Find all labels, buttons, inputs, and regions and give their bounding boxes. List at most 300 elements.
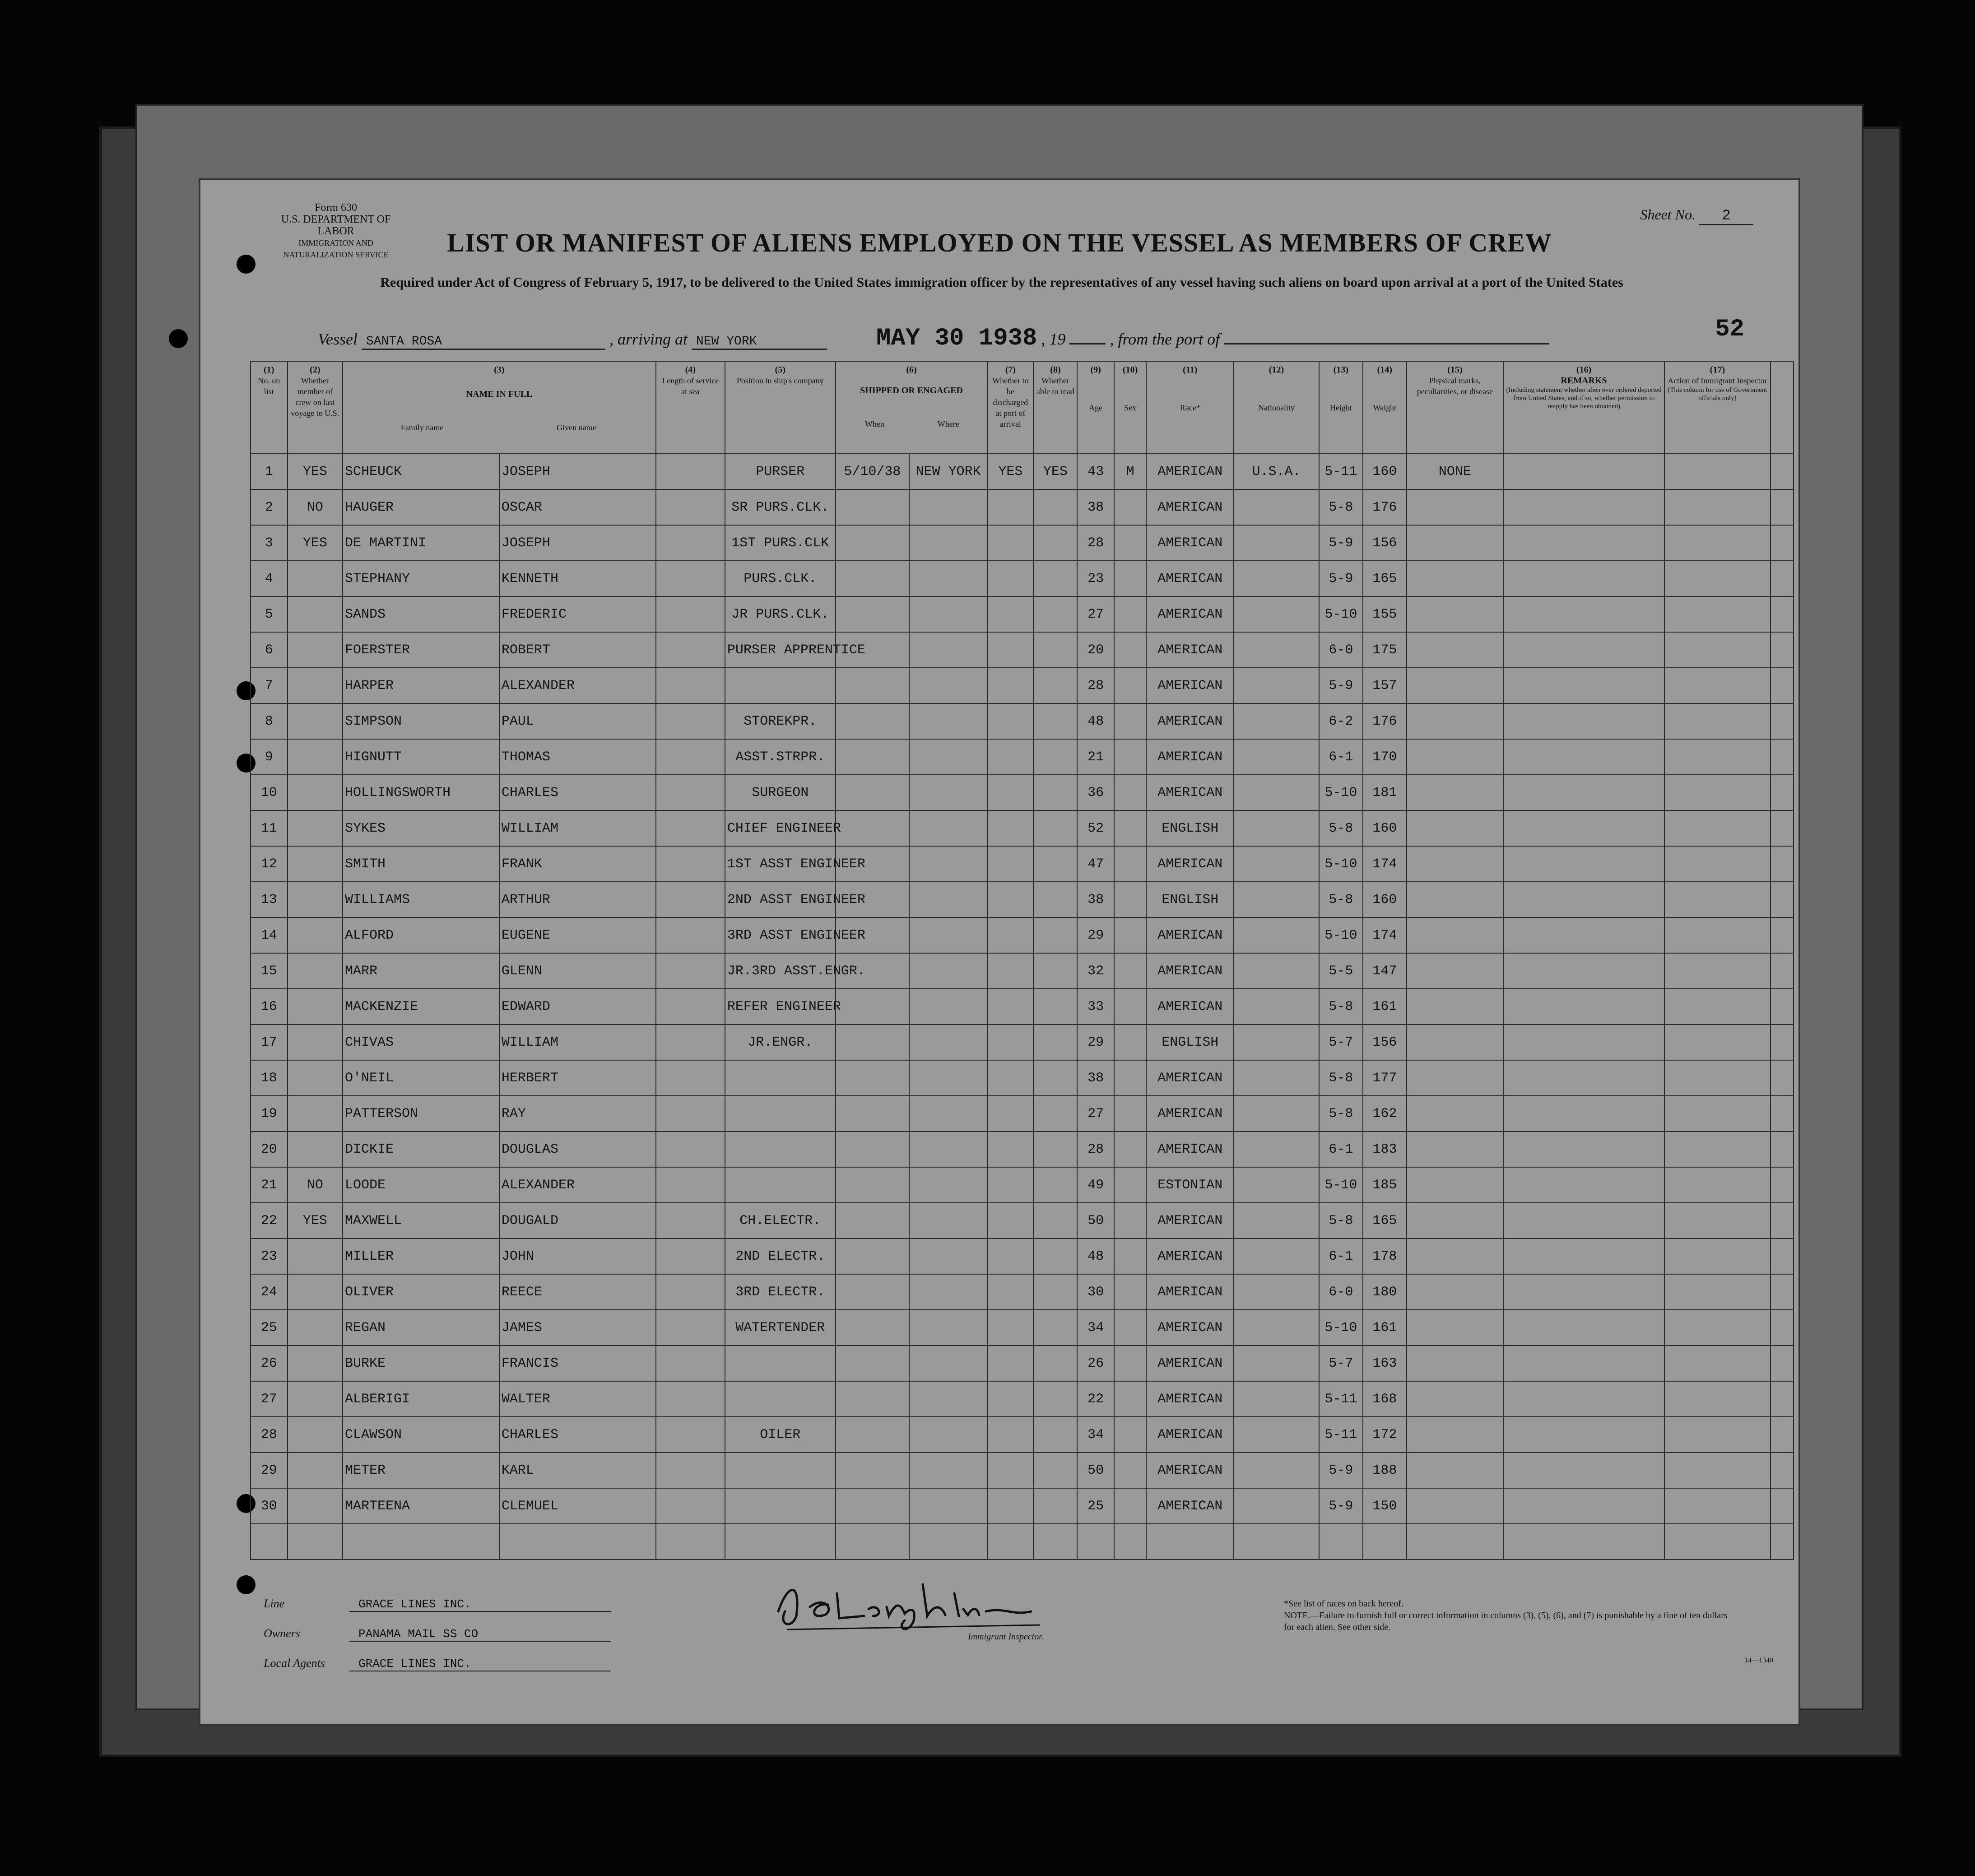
cell-row-number: 22 [251, 1203, 288, 1238]
cell-blank [1771, 1131, 1794, 1167]
cell-shipped-where [909, 1203, 987, 1238]
cell-length-of-service [656, 561, 725, 596]
cell-weight: 176 [1363, 703, 1407, 739]
header-read: (8) Whether able to read [1033, 361, 1077, 454]
table-row [251, 810, 1794, 846]
cell-to-be-discharged [987, 703, 1033, 739]
cell-physical-marks [1407, 775, 1503, 810]
cell-remarks [1503, 489, 1664, 525]
cell-last-voyage [288, 989, 343, 1024]
cell-family-name: WILLIAMS [343, 882, 499, 917]
cell-family-name: FOERSTER [343, 632, 499, 668]
cell-given-name: JAMES [499, 1310, 656, 1345]
cell-length-of-service [656, 632, 725, 668]
cell-shipped-where [909, 1024, 987, 1060]
arriving-port: NEW YORK [692, 335, 827, 350]
cell-height: 6-1 [1319, 1131, 1363, 1167]
header-family-name: Family name [400, 423, 444, 432]
cell-empty [1503, 1524, 1664, 1559]
cell-weight: 162 [1363, 1096, 1407, 1131]
cell-nationality [1234, 1131, 1319, 1167]
cell-height: 5-11 [1319, 454, 1363, 489]
cell-sex: M [1114, 454, 1146, 489]
cell-given-name: ALEXANDER [499, 668, 656, 703]
cell-race: AMERICAN [1146, 1345, 1234, 1381]
cell-sex [1114, 1345, 1146, 1381]
cell-shipped-when [836, 1310, 909, 1345]
cell-race: AMERICAN [1146, 489, 1234, 525]
cell-given-name: EUGENE [499, 917, 656, 953]
cell-inspector-action [1664, 454, 1771, 489]
cell-inspector-action [1664, 1096, 1771, 1131]
cell-position: ASST.STRPR. [725, 739, 836, 775]
cell-given-name: JOHN [499, 1238, 656, 1274]
cell-remarks [1503, 1096, 1664, 1131]
vessel-label: Vessel [318, 330, 358, 348]
cell-position: CH.ELECTR. [725, 1203, 836, 1238]
cell-able-to-read [1033, 668, 1077, 703]
cell-position [725, 1167, 836, 1203]
cell-height: 5-8 [1319, 1096, 1363, 1131]
cell-empty [1771, 1524, 1794, 1559]
cell-physical-marks: NONE [1407, 454, 1503, 489]
cell-inspector-action [1664, 775, 1771, 810]
cell-nationality [1234, 1488, 1319, 1524]
cell-to-be-discharged: YES [987, 454, 1033, 489]
cell-physical-marks [1407, 953, 1503, 989]
cell-last-voyage: YES [288, 454, 343, 489]
cell-remarks [1503, 989, 1664, 1024]
cell-age: 29 [1077, 1024, 1114, 1060]
penalty-note: NOTE.—Failure to furnish full or correct information in columns (3), (5), (6), and (7) is punishable by a fine of ten dollars for each alien. See other side. [1284, 1611, 1728, 1632]
cell-shipped-where [909, 1488, 987, 1524]
cell-to-be-discharged [987, 989, 1033, 1024]
cell-to-be-discharged [987, 525, 1033, 561]
cell-physical-marks [1407, 1131, 1503, 1167]
cell-height: 5-8 [1319, 810, 1363, 846]
cell-height: 5-5 [1319, 953, 1363, 989]
cell-empty [909, 1524, 987, 1559]
cell-physical-marks [1407, 596, 1503, 632]
cell-nationality [1234, 1096, 1319, 1131]
cell-last-voyage [288, 739, 343, 775]
cell-given-name: PAUL [499, 703, 656, 739]
races-note: *See list of races on back hereof. [1284, 1599, 1403, 1609]
cell-position [725, 1452, 836, 1488]
cell-age: 32 [1077, 953, 1114, 989]
cell-given-name: JOSEPH [499, 454, 656, 489]
cell-to-be-discharged [987, 1238, 1033, 1274]
cell-sex [1114, 882, 1146, 917]
cell-last-voyage [288, 1274, 343, 1310]
cell-age: 49 [1077, 1167, 1114, 1203]
cell-sex [1114, 1488, 1146, 1524]
cell-shipped-where [909, 668, 987, 703]
cell-empty [1146, 1524, 1234, 1559]
cell-position: OILER [725, 1417, 836, 1452]
cell-nationality [1234, 489, 1319, 525]
header-weight: (14) Weight [1363, 361, 1407, 454]
cell-able-to-read [1033, 1488, 1077, 1524]
cell-position: STOREKPR. [725, 703, 836, 739]
cell-family-name: PATTERSON [343, 1096, 499, 1131]
cell-given-name: KENNETH [499, 561, 656, 596]
table-row [251, 917, 1794, 953]
cell-row-number: 6 [251, 632, 288, 668]
cell-position [725, 1345, 836, 1381]
cell-blank [1771, 561, 1794, 596]
cell-empty [251, 1524, 288, 1559]
table-row [251, 1381, 1794, 1417]
cell-shipped-when [836, 1274, 909, 1310]
cell-row-number: 24 [251, 1274, 288, 1310]
cell-last-voyage [288, 846, 343, 882]
cell-able-to-read [1033, 739, 1077, 775]
cell-nationality [1234, 1310, 1319, 1345]
cell-inspector-action [1664, 596, 1771, 632]
crew-table [250, 361, 1794, 1560]
cell-nationality [1234, 1452, 1319, 1488]
cell-row-number: 11 [251, 810, 288, 846]
cell-weight: 188 [1363, 1452, 1407, 1488]
cell-position: REFER ENGINEER [725, 989, 836, 1024]
cell-position: CHIEF ENGINEER [725, 810, 836, 846]
cell-shipped-where [909, 1274, 987, 1310]
cell-blank [1771, 953, 1794, 989]
cell-family-name: MILLER [343, 1238, 499, 1274]
cell-race: ENGLISH [1146, 882, 1234, 917]
cell-row-number: 14 [251, 917, 288, 953]
cell-family-name: OLIVER [343, 1274, 499, 1310]
cell-given-name: RAY [499, 1096, 656, 1131]
cell-row-number: 2 [251, 489, 288, 525]
cell-age: 48 [1077, 1238, 1114, 1274]
punch-hole [169, 329, 188, 348]
cell-race: AMERICAN [1146, 1238, 1234, 1274]
cell-able-to-read [1033, 596, 1077, 632]
cell-given-name: EDWARD [499, 989, 656, 1024]
cell-row-number: 18 [251, 1060, 288, 1096]
punch-hole [237, 1575, 256, 1594]
cell-row-number: 17 [251, 1024, 288, 1060]
cell-last-voyage: YES [288, 1203, 343, 1238]
cell-empty [1319, 1524, 1363, 1559]
cell-length-of-service [656, 1238, 725, 1274]
cell-family-name: REGAN [343, 1310, 499, 1345]
cell-weight: 161 [1363, 1310, 1407, 1345]
cell-height: 6-0 [1319, 632, 1363, 668]
cell-empty [836, 1524, 909, 1559]
header-physical-marks: (15) Physical marks, peculiarities, or disease [1407, 361, 1503, 454]
cell-inspector-action [1664, 1452, 1771, 1488]
owners-value: PANAMA MAIL SS CO [349, 1627, 611, 1642]
cell-able-to-read [1033, 846, 1077, 882]
cell-given-name: OSCAR [499, 489, 656, 525]
cell-row-number: 19 [251, 1096, 288, 1131]
cell-blank [1771, 775, 1794, 810]
cell-length-of-service [656, 1060, 725, 1096]
cell-physical-marks [1407, 1167, 1503, 1203]
cell-inspector-action [1664, 882, 1771, 917]
cell-race: AMERICAN [1146, 739, 1234, 775]
cell-height: 5-9 [1319, 561, 1363, 596]
cell-empty [1033, 1524, 1077, 1559]
header-length-service: (4) Length of service at sea [656, 361, 725, 454]
cell-last-voyage [288, 703, 343, 739]
cell-inspector-action [1664, 1345, 1771, 1381]
cell-row-number: 1 [251, 454, 288, 489]
cell-able-to-read [1033, 989, 1077, 1024]
cell-race: AMERICAN [1146, 1274, 1234, 1310]
cell-shipped-where [909, 1238, 987, 1274]
cell-position: PURSER [725, 454, 836, 489]
cell-sex [1114, 668, 1146, 703]
cell-nationality [1234, 882, 1319, 917]
cell-sex [1114, 561, 1146, 596]
header-remarks: (16) REMARKS (Including statement whether alien ever ordered deported from United States, and if so, whether permission to reapply has been obtained) [1503, 361, 1664, 454]
cell-remarks [1503, 1345, 1664, 1381]
cell-nationality: U.S.A. [1234, 454, 1319, 489]
cell-blank [1771, 1417, 1794, 1452]
cell-able-to-read [1033, 703, 1077, 739]
line-value: GRACE LINES INC. [349, 1597, 611, 1612]
cell-sex [1114, 1238, 1146, 1274]
cell-row-number: 28 [251, 1417, 288, 1452]
cell-physical-marks [1407, 1024, 1503, 1060]
cell-race: AMERICAN [1146, 846, 1234, 882]
cell-remarks [1503, 1488, 1664, 1524]
cell-last-voyage [288, 1131, 343, 1167]
header-inspector-action: (17) Action of Immigrant Inspector (This column for use of Government officials only) [1664, 361, 1771, 454]
cell-inspector-action [1664, 953, 1771, 989]
cell-height: 5-11 [1319, 1381, 1363, 1417]
cell-age: 38 [1077, 1060, 1114, 1096]
cell-inspector-action [1664, 846, 1771, 882]
cell-last-voyage [288, 1024, 343, 1060]
cell-weight: 174 [1363, 917, 1407, 953]
inspector-label: Immigrant Inspector. [968, 1632, 1044, 1642]
cell-sex [1114, 489, 1146, 525]
department-name: U.S. DEPARTMENT OF LABOR [281, 214, 391, 237]
cell-to-be-discharged [987, 668, 1033, 703]
vessel-line [318, 325, 1762, 352]
cell-age: 36 [1077, 775, 1114, 810]
cell-length-of-service [656, 989, 725, 1024]
cell-given-name: ROBERT [499, 632, 656, 668]
cell-physical-marks [1407, 1381, 1503, 1417]
cell-nationality [1234, 846, 1319, 882]
table-row [251, 1131, 1794, 1167]
cell-height: 5-10 [1319, 917, 1363, 953]
cell-race: AMERICAN [1146, 1452, 1234, 1488]
cell-empty [288, 1524, 343, 1559]
cell-given-name: FREDERIC [499, 596, 656, 632]
sheet-number-value: 2 [1699, 207, 1753, 225]
cell-race: AMERICAN [1146, 1203, 1234, 1238]
cell-to-be-discharged [987, 1274, 1033, 1310]
cell-blank [1771, 596, 1794, 632]
from-port-field [1224, 343, 1549, 344]
cell-race: AMERICAN [1146, 1488, 1234, 1524]
header-position: (5) Position in ship's company [725, 361, 836, 454]
cell-row-number: 30 [251, 1488, 288, 1524]
cell-blank [1771, 703, 1794, 739]
cell-row-number: 5 [251, 596, 288, 632]
cell-length-of-service [656, 1452, 725, 1488]
cell-shipped-when [836, 1096, 909, 1131]
cell-weight: 176 [1363, 489, 1407, 525]
cell-physical-marks [1407, 703, 1503, 739]
cell-family-name: HARPER [343, 668, 499, 703]
cell-inspector-action [1664, 1274, 1771, 1310]
cell-position [725, 1131, 836, 1167]
cell-physical-marks [1407, 1417, 1503, 1452]
cell-sex [1114, 1274, 1146, 1310]
cell-shipped-where [909, 739, 987, 775]
cell-family-name: HOLLINGSWORTH [343, 775, 499, 810]
cell-age: 43 [1077, 454, 1114, 489]
cell-height: 5-8 [1319, 1203, 1363, 1238]
sheet-number [1640, 206, 1753, 225]
cell-given-name: WILLIAM [499, 1024, 656, 1060]
cell-height: 5-9 [1319, 668, 1363, 703]
cell-able-to-read [1033, 1131, 1077, 1167]
cell-sex [1114, 1131, 1146, 1167]
cell-remarks [1503, 917, 1664, 953]
cell-row-number: 29 [251, 1452, 288, 1488]
cell-race: AMERICAN [1146, 917, 1234, 953]
cell-race: AMERICAN [1146, 561, 1234, 596]
cell-row-number: 4 [251, 561, 288, 596]
cell-nationality [1234, 1167, 1319, 1203]
cell-age: 38 [1077, 882, 1114, 917]
cell-shipped-where [909, 561, 987, 596]
cell-race: AMERICAN [1146, 1310, 1234, 1345]
cell-remarks [1503, 882, 1664, 917]
cell-remarks [1503, 632, 1664, 668]
cell-family-name: SCHEUCK [343, 454, 499, 489]
cell-sex [1114, 1310, 1146, 1345]
cell-family-name: MACKENZIE [343, 989, 499, 1024]
cell-length-of-service [656, 1131, 725, 1167]
cell-to-be-discharged [987, 1167, 1033, 1203]
cell-height: 6-1 [1319, 739, 1363, 775]
cell-to-be-discharged [987, 1096, 1033, 1131]
cell-nationality [1234, 1203, 1319, 1238]
cell-family-name: ALFORD [343, 917, 499, 953]
cell-able-to-read [1033, 810, 1077, 846]
cell-family-name: DICKIE [343, 1131, 499, 1167]
cell-to-be-discharged [987, 882, 1033, 917]
cell-able-to-read [1033, 1060, 1077, 1096]
cell-family-name: O'NEIL [343, 1060, 499, 1096]
cell-to-be-discharged [987, 596, 1033, 632]
cell-able-to-read [1033, 632, 1077, 668]
cell-last-voyage: NO [288, 489, 343, 525]
cell-last-voyage [288, 882, 343, 917]
cell-length-of-service [656, 1024, 725, 1060]
cell-empty [1077, 1524, 1114, 1559]
cell-family-name: MAXWELL [343, 1203, 499, 1238]
cell-physical-marks [1407, 1238, 1503, 1274]
cell-shipped-where [909, 1310, 987, 1345]
cell-row-number: 23 [251, 1238, 288, 1274]
cell-given-name: WILLIAM [499, 810, 656, 846]
cell-nationality [1234, 810, 1319, 846]
cell-sex [1114, 596, 1146, 632]
header-age: (9) Age [1077, 361, 1114, 454]
cell-blank [1771, 846, 1794, 882]
table-row [251, 454, 1794, 489]
cell-remarks [1503, 775, 1664, 810]
cell-race: AMERICAN [1146, 454, 1234, 489]
cell-last-voyage [288, 775, 343, 810]
date-stamp: MAY 30 1938 [876, 325, 1037, 352]
table-row [251, 1024, 1794, 1060]
cell-race: AMERICAN [1146, 1381, 1234, 1417]
cell-shipped-where [909, 1096, 987, 1131]
cell-remarks [1503, 668, 1664, 703]
header-shipped: (6) SHIPPED OR ENGAGED When Where [836, 361, 988, 454]
cell-length-of-service [656, 1203, 725, 1238]
table-header-row [251, 361, 1794, 454]
cell-sex [1114, 703, 1146, 739]
cell-age: 48 [1077, 703, 1114, 739]
cell-to-be-discharged [987, 846, 1033, 882]
cell-blank [1771, 989, 1794, 1024]
cell-physical-marks [1407, 882, 1503, 917]
cell-sex [1114, 1096, 1146, 1131]
cell-last-voyage [288, 1488, 343, 1524]
header-given-name: Given name [557, 423, 596, 432]
sheet-number-label: Sheet No. [1640, 206, 1696, 223]
cell-remarks [1503, 1238, 1664, 1274]
inspector-signature [760, 1566, 1076, 1634]
cell-weight: 156 [1363, 1024, 1407, 1060]
cell-empty [1114, 1524, 1146, 1559]
cell-position [725, 1381, 836, 1417]
cell-family-name: ALBERIGI [343, 1381, 499, 1417]
cell-height: 6-0 [1319, 1274, 1363, 1310]
cell-shipped-where [909, 1417, 987, 1452]
cell-physical-marks [1407, 810, 1503, 846]
cell-remarks [1503, 810, 1664, 846]
cell-row-number: 12 [251, 846, 288, 882]
cell-nationality [1234, 917, 1319, 953]
cell-nationality [1234, 668, 1319, 703]
cell-last-voyage [288, 1345, 343, 1381]
cell-physical-marks [1407, 1488, 1503, 1524]
cell-height: 5-8 [1319, 1060, 1363, 1096]
cell-length-of-service [656, 739, 725, 775]
cell-remarks [1503, 1024, 1664, 1060]
cell-physical-marks [1407, 917, 1503, 953]
cell-position [725, 1488, 836, 1524]
cell-remarks [1503, 1060, 1664, 1096]
cell-position: JR.3RD ASST.ENGR. [725, 953, 836, 989]
cell-race: ESTONIAN [1146, 1167, 1234, 1203]
cell-empty [499, 1524, 656, 1559]
cell-weight: 157 [1363, 668, 1407, 703]
cell-position: WATERTENDER [725, 1310, 836, 1345]
table-row [251, 1203, 1794, 1238]
cell-inspector-action [1664, 1131, 1771, 1167]
cell-sex [1114, 632, 1146, 668]
cell-height: 6-2 [1319, 703, 1363, 739]
cell-remarks [1503, 1381, 1664, 1417]
cell-physical-marks [1407, 1203, 1503, 1238]
cell-physical-marks [1407, 525, 1503, 561]
